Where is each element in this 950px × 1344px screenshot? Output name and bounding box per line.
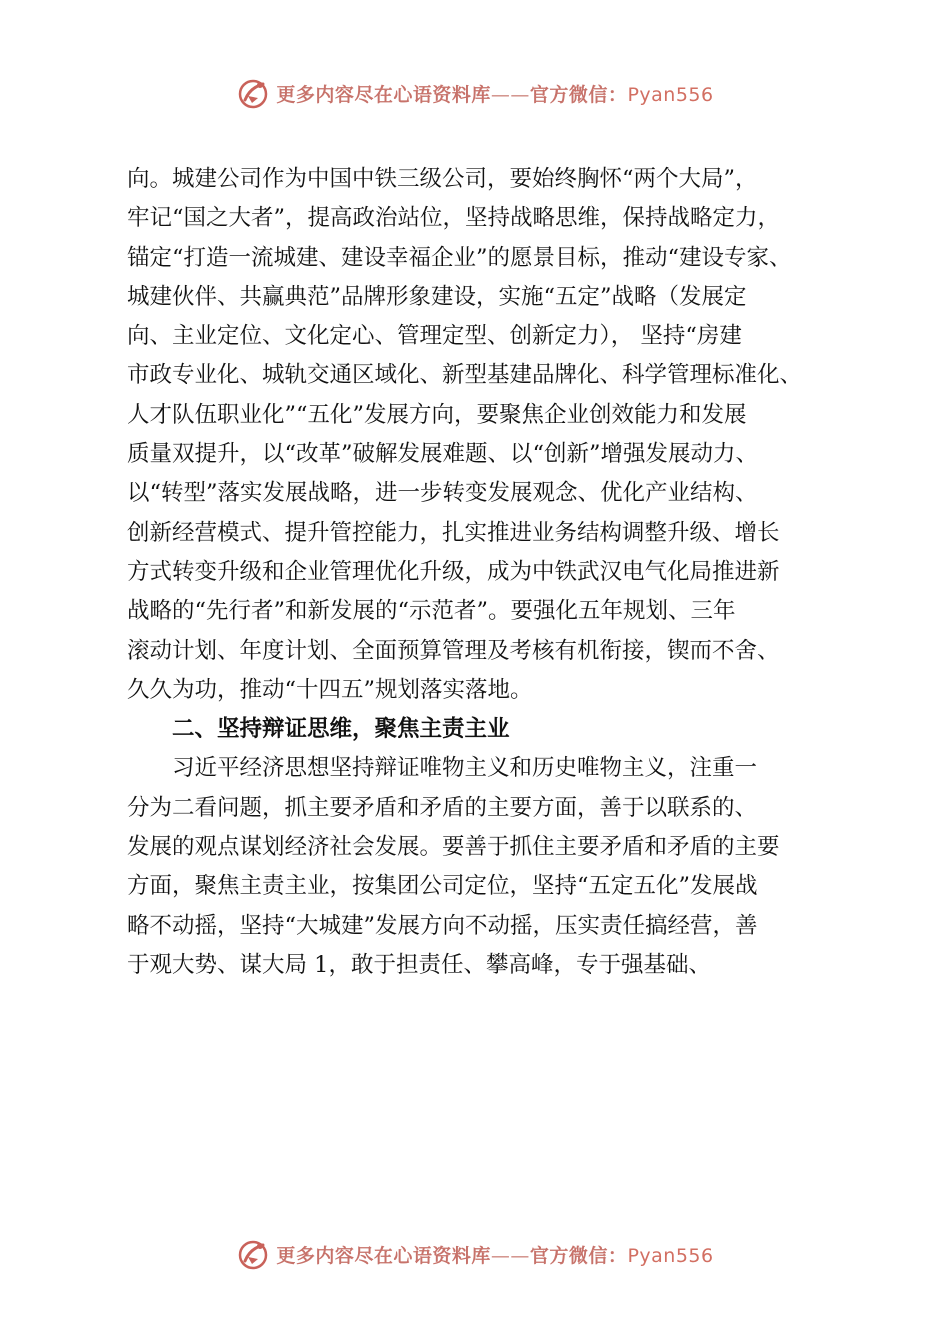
body-line: 市政专业化、城轨交通区域化、新型基建品牌化、科学管理标准化、 xyxy=(127,362,803,389)
body-line: 向、主业定位、文化定心、管理定型、创新定力）， 坚持“房建 xyxy=(127,323,742,350)
watermark-wechat-id: Pyan556 xyxy=(627,1244,714,1267)
brand-logo-icon xyxy=(236,76,270,110)
watermark-site-name: 更多内容尽在心语资料库 xyxy=(276,83,491,106)
document-body xyxy=(127,160,857,985)
watermark-dash: —— xyxy=(490,83,530,106)
body-line: 人才队伍职业化”“五化”发展方向，要聚焦企业创效能力和发展 xyxy=(127,401,747,428)
watermark-wechat-id: Pyan556 xyxy=(627,83,714,106)
watermark-site-name: 更多内容尽在心语资料库 xyxy=(276,1244,491,1267)
header-watermark-banner xyxy=(0,73,950,113)
body-line: 方面，聚焦主责主业，按集团公司定位，坚持“五定五化”发展战 xyxy=(127,873,758,900)
body-line: 方式转变升级和企业管理优化升级，成为中铁武汉电气化局推进新 xyxy=(127,558,780,585)
body-line: 锚定“打造一流城建、建设幸福企业”的愿景目标，推动“建设专家、 xyxy=(127,244,792,271)
body-line: 城建伙伴、共赢典范”品牌形象建设，实施“五定”战略（发展定 xyxy=(127,283,747,310)
body-line: 向。城建公司作为中国中铁三级公司，要始终胸怀“两个大局”， xyxy=(127,166,758,192)
watermark-wechat-label: 官方微信： xyxy=(529,1244,628,1267)
body-line: 略不动摇，坚持“大城建”发展方向不动摇，压实责任搞经营，善 xyxy=(127,912,758,939)
body-line: 战略的“先行者”和新发展的“示范者”。要强化五年规划、三年 xyxy=(127,598,736,625)
paragraph-first-line: 习近平经济思想坚持辩证唯物主义和历史唯物主义，注重一 xyxy=(172,755,758,782)
footer-watermark-banner xyxy=(0,1234,950,1274)
watermark-text xyxy=(276,80,713,107)
body-line: 质量双提升，以“改革”破解发展难题、以“创新”增强发展动力、 xyxy=(127,441,759,468)
body-line: 创新经营模式、提升管控能力，扎实推进业务结构调整升级、增长 xyxy=(127,519,780,546)
body-line: 牢记“国之大者”，提高政治站位，坚持战略思维，保持战略定力， xyxy=(127,205,781,232)
watermark-wechat-label: 官方微信： xyxy=(529,83,628,106)
body-line: 于观大势、谋大局 1，敢于担责任、攀高峰，专于强基础、 xyxy=(127,951,711,978)
watermark-text xyxy=(276,1241,713,1268)
body-line: 滚动计划、年度计划、全面预算管理及考核有机衔接，锲而不舍、 xyxy=(127,637,780,664)
section-heading: 二、坚持辩证思维，聚焦主责主业 xyxy=(172,716,510,743)
body-line: 以“转型”落实发展战略，进一步转变发展观念、优化产业结构、 xyxy=(127,480,758,507)
brand-logo-icon xyxy=(236,1237,270,1271)
body-line: 发展的观点谋划经济社会发展。要善于抓住主要矛盾和矛盾的主要 xyxy=(127,834,780,861)
watermark-dash: —— xyxy=(490,1244,530,1267)
body-line: 分为二看问题，抓主要矛盾和矛盾的主要方面，善于以联系的、 xyxy=(127,794,758,821)
body-line: 久久为功，推动“十四五”规划落实落地。 xyxy=(127,676,533,703)
